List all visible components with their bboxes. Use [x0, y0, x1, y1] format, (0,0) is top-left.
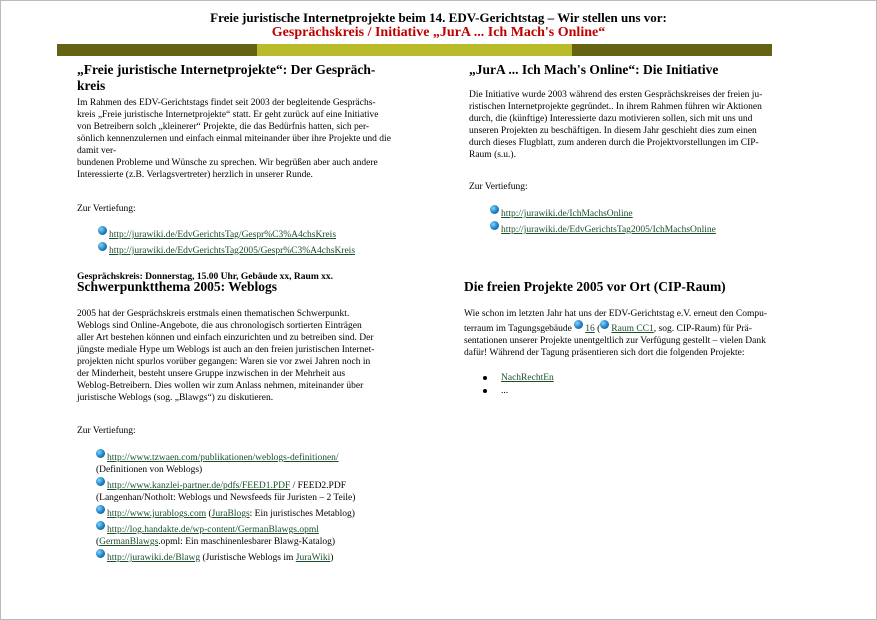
globe-icon	[490, 221, 499, 230]
globe-icon	[96, 505, 105, 514]
globe-icon	[98, 242, 107, 251]
link-nachrechten[interactable]: NachRechtEn	[501, 373, 554, 383]
section-body: Im Rahmen des EDV-Gerichtstags findet seit 2003 der begleitende Gesprächs- kreis „Freie juristische Internetprojekte“ statt. Er geht zurück auf eine Initiative von Betreibern solch „kleinerer“ Projekte, die das Bedürfnis hatten, sich per- sönlich kennenzulernen und einfach einmal miteinander über ihre Projekte und die damit ver- bundenen Probleme und Wünsche zu sprechen. Wir begrüßen aber auch andere Interessierte (z.B. Verlagsvertreter) herzlich in unserer Runde.	[77, 98, 391, 180]
link-german-blawgs-name[interactable]: GermanBlawgs	[99, 537, 159, 547]
link-jurawiki[interactable]: JuraWiki	[295, 553, 331, 563]
link-ichmachsonline[interactable]: http://jurawiki.de/IchMachsOnline	[501, 209, 633, 219]
link-list	[490, 208, 809, 236]
vertiefung-label: Zur Vertiefung:	[77, 426, 136, 436]
section-title: „JurA ... Ich Mach's Online“: Die Initiative	[469, 62, 719, 77]
bullet-icon	[483, 389, 487, 393]
section-body: 2005 hat der Gesprächskreis erstmals einen thematischen Schwerpunkt. Weblogs sind Online-Angebote, die aus chronologisch sortierten Einträgen aller Art bestehen können und einfach einzurichten und zu betreiben sind. Der jüngste mediale Hype um Weblogs ist auch an den freien juristischen Internet- projekten nicht spurlos vorüber gegangen: Waren sie vor zwei Jahren noch in der Minderheit, besteht unsere Gruppe inzwischen in der Mehrheit aus Weblog-Betreibern. Dies wollen wir zum Anlass nehmen, miteinander über juristische Weblogs (sog. „Blawgs“) zu diskutieren.	[77, 309, 375, 403]
link-ichmachsonline-2005[interactable]: http://jurawiki.de/EdvGerichtsTag2005/IchMachsOnline	[501, 225, 716, 235]
globe-icon	[490, 205, 499, 214]
section-title: „Freie juristische Internetprojekte“: Der Gespräch- kreis	[77, 62, 376, 93]
list-item	[483, 372, 809, 384]
globe-icon	[96, 477, 105, 486]
link-tzwaen[interactable]: http://www.tzwaen.com/publikationen/weblogs-definitionen/	[107, 453, 339, 463]
color-band-right	[572, 44, 772, 56]
section-title: Die freien Projekte 2005 vor Ort (CIP-Raum)	[464, 279, 726, 294]
section-body: Die Initiative wurde 2003 während des ersten Gesprächskreises der freien ju- ristischen Internetprojekte gegründet.. In ihrem Rahmen führen wir Aktionen durch, die (künftige) Interessierte dazu motivieren sollen, sich mit uns und unseren Projekten zu beschäftigen. In diesem Jahr geschieht dies zum einen durch dieses Flugblatt, zum anderen durch die Projektvorstellungen im CIP- Raum (s.u.).	[469, 90, 763, 160]
globe-icon	[96, 521, 105, 530]
section-initiative	[469, 62, 809, 236]
globe-icon	[574, 320, 583, 329]
section-weblogs	[77, 279, 407, 564]
link-building-16[interactable]: 16	[585, 324, 595, 334]
link-list: http://www.tzwaen.com/publikationen/weblogs-definitionen/ (Definitionen von Weblogs) http://www.kanzlei-partner.de/pdfs/FEED1.PDF / FEED2.PDF (Langenhan/Notholt: Weblogs und Newsfeeds für Juristen – 2 Teile) http://www.jurablogs.com (JuraBlogs: Ein juristisches Metablog) http://log.handakte.de/wp-content/GermanBlawgs.opml (GermanBlawgs.opml: Ein maschinenlesbarer Blawg-Katalog) http://jurawiki.de/Blawg (Juristische Weblogs im JuraWiki)	[96, 452, 407, 564]
globe-icon	[98, 226, 107, 235]
section-gespraechskreis	[77, 62, 407, 283]
vertiefung-label: Zur Vertiefung:	[469, 182, 528, 192]
color-band-left	[57, 44, 257, 56]
link-gespraechskreis-2005[interactable]: http://jurawiki.de/EdvGerichtsTag2005/Gespr%C3%A4chsKreis	[109, 246, 356, 256]
link-note: (GermanBlawgs.opml: Ein maschinenlesbarer Blawg-Katalog)	[96, 537, 336, 547]
section-title: Schwerpunktthema 2005: Weblogs	[77, 279, 278, 294]
link-raum-cc1[interactable]: Raum CC1	[611, 324, 654, 334]
page-subtitle: Gesprächskreis / Initiative „JurA ... Ich Mach's Online“	[271, 25, 606, 40]
section-cip-raum	[464, 279, 809, 397]
bullet-icon	[483, 376, 487, 380]
project-list	[483, 372, 809, 397]
link-blawg[interactable]: http://jurawiki.de/Blawg	[107, 553, 201, 563]
meeting-time: Gesprächskreis: Donnerstag, 15.00 Uhr, Gebäude xx, Raum xx.	[77, 272, 333, 282]
list-item: ...	[483, 385, 809, 397]
globe-icon	[600, 320, 609, 329]
link-list	[98, 229, 407, 257]
globe-icon	[96, 449, 105, 458]
section-body: Wie schon im letzten Jahr hat uns der EDV-Gerichtstag e.V. erneut den Compu- terraum im Tagungsgebäude 16 ( Raum CC1, sog. CIP-Raum) für Prä- sentationen unserer Projekte unentgeltlich zur Verfügung gestellt – vielen Dank dafür! Während der Tagung präsentieren sich dort die folgenden Projekte:	[464, 309, 768, 358]
link-jurablogs-name[interactable]: JuraBlogs	[211, 509, 250, 519]
link-gespraechskreis[interactable]: http://jurawiki.de/EdvGerichtsTag/Gespr%C3%A4chsKreis	[109, 230, 337, 240]
globe-icon	[96, 549, 105, 558]
color-band-middle	[257, 44, 572, 56]
link-note: (Langenhan/Notholt: Weblogs und Newsfeeds für Juristen – 2 Teile)	[96, 493, 356, 503]
vertiefung-label: Zur Vertiefung:	[77, 204, 136, 214]
link-note: (Definitionen von Weblogs)	[96, 465, 203, 475]
page-title: Freie juristische Internetprojekte beim 14. EDV-Gerichtstag – Wir stellen uns vor:	[210, 10, 667, 25]
link-jurablogs[interactable]: http://www.jurablogs.com	[107, 509, 207, 519]
link-kanzlei-partner[interactable]: http://www.kanzlei-partner.de/pdfs/FEED1.PDF	[107, 481, 291, 491]
link-german-blawgs[interactable]: http://log.handakte.de/wp-content/GermanBlawgs.opml	[107, 525, 319, 535]
